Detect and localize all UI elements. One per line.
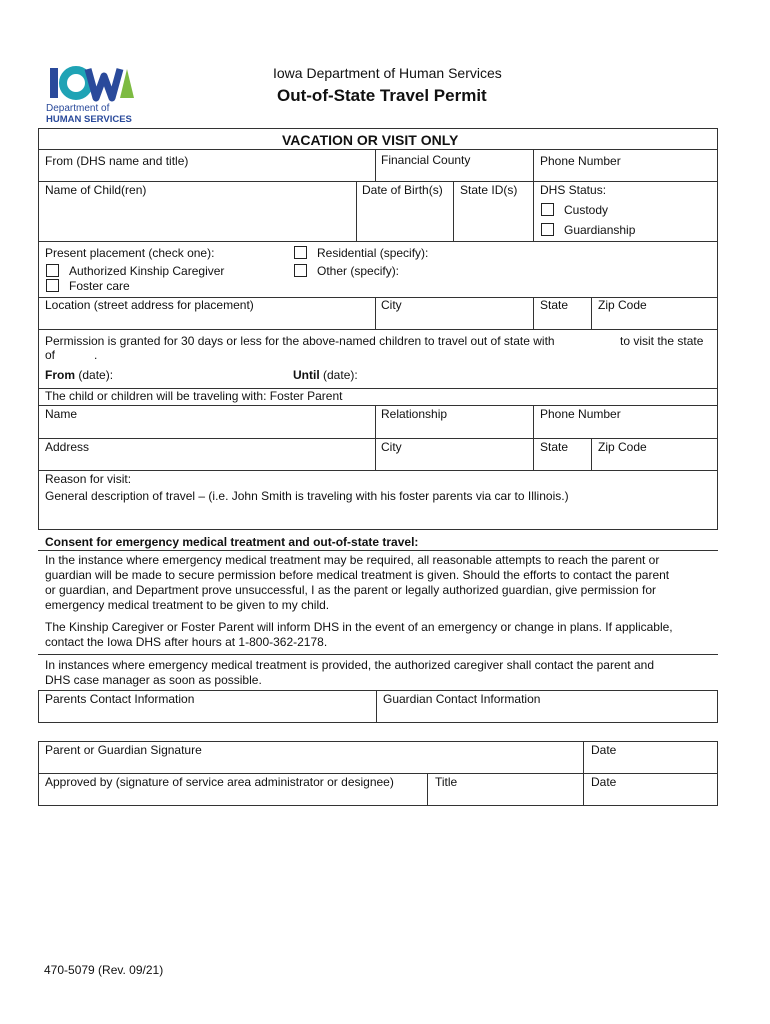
- relationship-label: Relationship: [381, 407, 448, 421]
- travel-city-label: City: [381, 440, 402, 454]
- custody-checkbox[interactable]: [541, 203, 554, 216]
- from-dhs-label: From (DHS name and title): [45, 154, 189, 168]
- date-label-2: Date: [591, 775, 617, 789]
- placement-label: Present placement (check one):: [45, 246, 215, 260]
- dhs-status-label: DHS Status:: [540, 183, 607, 197]
- logo-line2: HUMAN SERVICES: [46, 114, 132, 125]
- dob-label: Date of Birth(s): [362, 183, 443, 197]
- guardian-contact-label: Guardian Contact Information: [383, 692, 541, 706]
- travel-phone-label: Phone Number: [540, 407, 621, 421]
- travel-name-label: Name: [45, 407, 78, 421]
- consent-heading: Consent for emergency medical treatment and out-of-state travel:: [45, 535, 419, 549]
- travel-address-label: Address: [45, 440, 90, 454]
- location-zip-label: Zip Code: [598, 298, 647, 312]
- traveling-with-label: The child or children will be traveling with: Foster Parent: [45, 389, 343, 403]
- location-label: Location (street address for placement): [45, 298, 254, 312]
- guardianship-label: Guardianship: [564, 223, 636, 237]
- location-city-label: City: [381, 298, 402, 312]
- consent-paragraph-3: In instances where emergency medical treatment is provided, the authorized caregiver shall contact the parent and DHS case manager as soon as possible.: [45, 658, 654, 687]
- foster-care-checkbox[interactable]: [46, 279, 59, 292]
- iowa-wordmark-icon: [46, 64, 138, 106]
- permission-text: Permission is granted for 30 days or less for the above-named children to travel out of state with: [45, 334, 555, 348]
- location-state-label: State: [540, 298, 569, 312]
- logo-line1: Department of: [46, 103, 110, 114]
- until-date-label: Until (date):: [293, 368, 358, 382]
- date-label-1: Date: [591, 743, 617, 757]
- state-id-label: State ID(s): [460, 183, 518, 197]
- section-title: VACATION OR VISIT ONLY: [282, 132, 459, 148]
- travel-state-label: State: [540, 440, 569, 454]
- guardianship-checkbox[interactable]: [541, 223, 554, 236]
- permission-dot: .: [94, 348, 98, 362]
- kinship-checkbox[interactable]: [46, 264, 59, 277]
- page-title: Out-of-State Travel Permit: [277, 86, 487, 105]
- reason-desc: General description of travel – (i.e. John Smith is traveling with his foster parents via car to Illinois.): [45, 489, 569, 503]
- travel-zip-label: Zip Code: [598, 440, 647, 454]
- form-number-footer: 470-5079 (Rev. 09/21): [44, 963, 164, 977]
- consent-paragraph-2: The Kinship Caregiver or Foster Parent will inform DHS in the event of an emergency or change in plans. If applicable, contact the Iowa DHS after hours at 1-800-362-2178.: [45, 620, 673, 649]
- agency-name: Iowa Department of Human Services: [273, 65, 502, 81]
- financial-county-label: Financial County: [381, 153, 471, 167]
- parent-signature-label: Parent or Guardian Signature: [45, 743, 202, 757]
- permission-of: of: [45, 348, 56, 362]
- phone-number-label: Phone Number: [540, 154, 621, 168]
- iowa-dhs-logo: [44, 62, 136, 128]
- other-label: Other (specify):: [317, 264, 400, 278]
- child-name-label: Name of Child(ren): [45, 183, 147, 197]
- kinship-label: Authorized Kinship Caregiver: [69, 264, 225, 278]
- residential-label: Residential (specify):: [317, 246, 429, 260]
- parents-contact-label: Parents Contact Information: [45, 692, 195, 706]
- foster-care-label: Foster care: [69, 279, 130, 293]
- other-checkbox[interactable]: [294, 264, 307, 277]
- title-label: Title: [435, 775, 458, 789]
- residential-checkbox[interactable]: [294, 246, 307, 259]
- consent-paragraph-1: In the instance where emergency medical treatment may be required, all reasonable attempts to reach the parent or guardian will be made to secure permission before medical treatment is given. Should the efforts to contact the parent or guardian, and Department prove unsuccessful, I as the parent or legally authorized guardian, give permission for emergency medical treatment to be given to my child.: [45, 553, 670, 612]
- from-date-label: From (date):: [45, 368, 114, 382]
- permission-tail: to visit the state: [620, 334, 704, 348]
- reason-label: Reason for visit:: [45, 472, 132, 486]
- approved-by-label: Approved by (signature of service area administrator or designee): [45, 775, 394, 789]
- custody-label: Custody: [564, 203, 609, 217]
